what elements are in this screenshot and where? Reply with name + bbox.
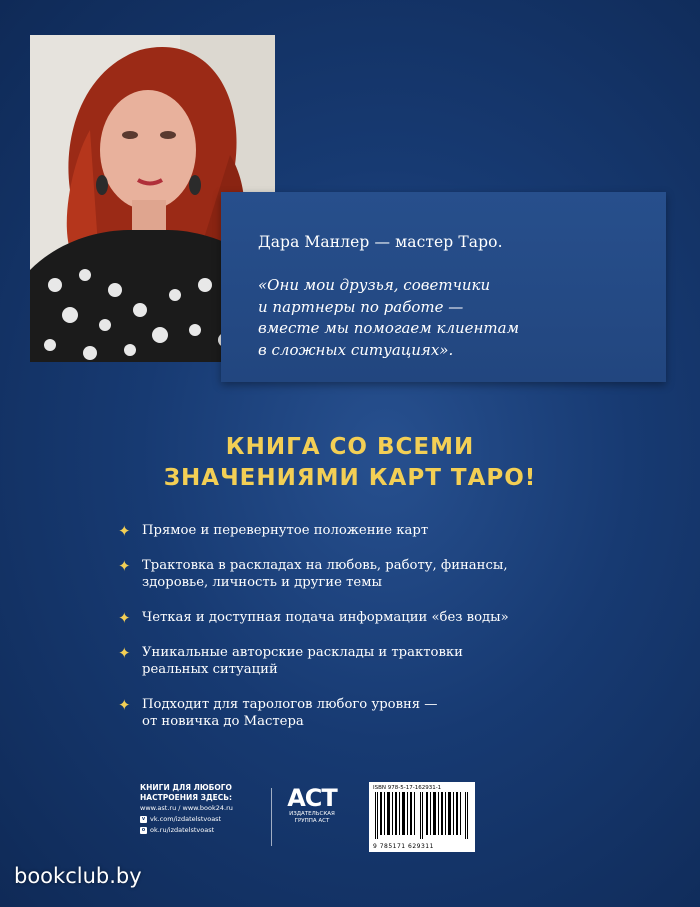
quote-line: в сложных ситуациях». [258,340,454,359]
publisher-logo [282,785,342,825]
feature-text: Трактовка в раскладах на любовь, работу, финансы, [142,558,508,573]
feature-item [118,696,598,730]
website-links[interactable]: www.ast.ru / www.book24.ru [140,804,233,812]
star-icon: ✦ [118,609,131,627]
author-intro: Дара Манлер — мастер Таро. [258,233,503,251]
ok-link[interactable]: o ok.ru/izdatelstvoast [141,826,215,834]
barcode-bars [373,792,471,839]
star-icon: ✦ [118,696,131,714]
feature-list [118,522,598,748]
books-title: КНИГИ ДЛЯ ЛЮБОГО НАСТРОЕНИЯ ЗДЕСЬ: [140,783,232,802]
publisher-links [140,783,233,836]
feature-item [118,644,598,678]
vk-icon: v [141,816,146,822]
isbn-barcode [369,782,475,852]
author-quote [258,275,658,361]
headline [0,432,700,494]
ok-icon: o [141,827,146,833]
quote-line: и партнеры по работе — [258,297,464,316]
feature-text: Уникальные авторские расклады и трактовки [142,645,463,660]
barcode-digits: 9 785171 629311 [373,843,434,850]
feature-item [118,522,598,539]
quote-line: «Они мои друзья, советчики [258,276,491,294]
feature-text: здоровье, личность и другие темы [142,575,382,590]
feature-item [118,609,598,626]
star-icon: ✦ [118,644,131,662]
headline-line: КНИГА СО ВСЕМИ [225,434,475,460]
feature-text: Прямое и перевернутое положение карт [142,523,429,538]
divider [271,788,272,846]
feature-text: Четкая и доступная подача информации «без воды» [142,610,509,625]
headline-line: ЗНАЧЕНИЯМИ КАРТ ТАРО! [163,465,537,491]
feature-text: от новичка до Мастера [142,714,304,729]
star-icon: ✦ [118,557,131,575]
watermark: bookclub.by [14,864,142,888]
feature-text: реальных ситуаций [142,662,278,677]
ast-logo: ACT [287,784,337,812]
publisher-name: ИЗДАТЕЛЬСКАЯ ГРУППА АСТ [289,811,335,824]
feature-item [118,557,598,591]
feature-text: Подходит для тарологов любого уровня — [142,697,438,712]
quote-line: вместе мы помогаем клиентам [258,319,520,337]
isbn-text: ISBN 978-5-17-162931-1 [373,785,442,791]
vk-link[interactable]: v vk.com/izdatelstvoast [141,815,222,823]
star-icon: ✦ [118,522,131,540]
